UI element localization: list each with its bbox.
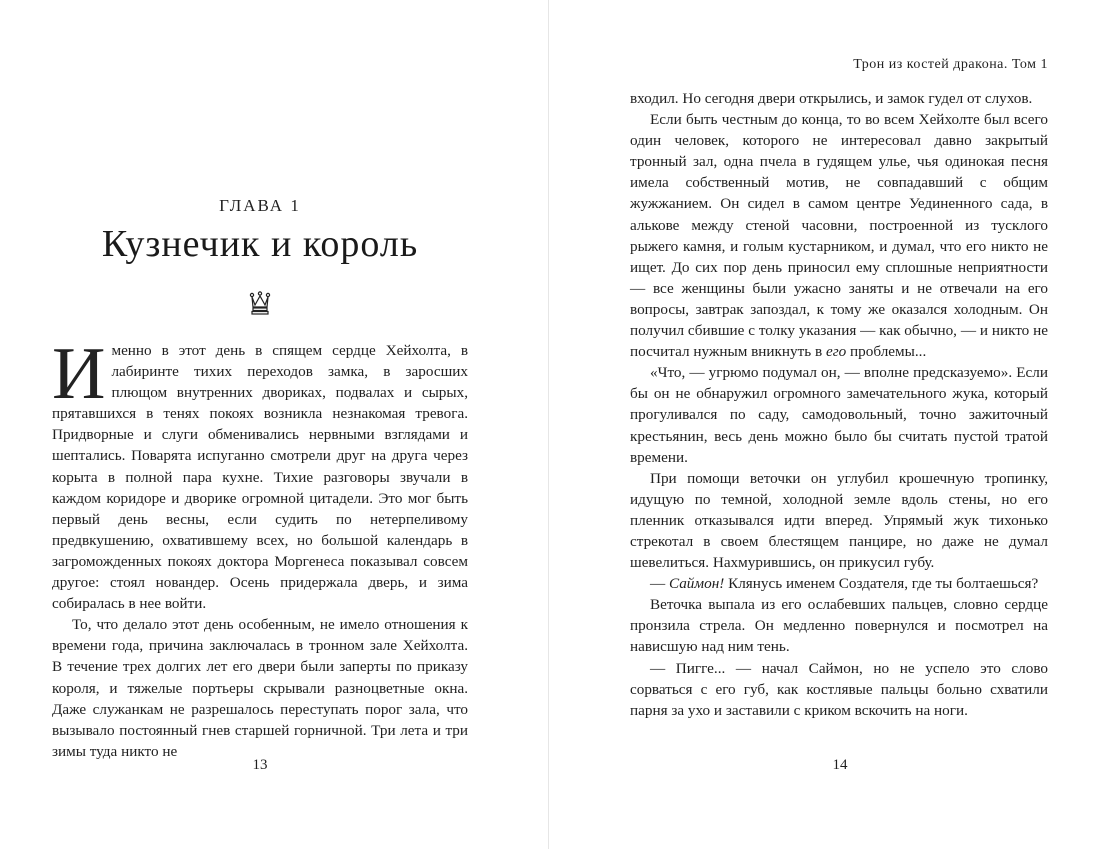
running-head: Трон из костей дракона. Том 1 <box>853 57 1048 72</box>
chapter-title: Кузнечик и король <box>101 223 419 265</box>
paragraph-text: проблемы... <box>846 343 927 361</box>
paragraph: То, что делало этот день особенным, не имело отношения к времени года, причина заключалась в тронном зале Хейхолта. В течение трех долгих лет его двери были заперты по приказу короля, и тяжелые портьеры скрывали разноцветные окна. Даже служанкам не разрешалось переступать порог зала, что вызывало постоянный гнев старшей горничной. Три лета и три зимы туда никто не <box>52 616 468 760</box>
paragraph-text: Если быть честным до конца, то во всем Хейхолте был всего один человек, которого не интересовал давно закрытый тронный зал, одна пчела в гудящем улье, чья одинокая песня имела собственный мотив, не совпадавший с общим жужжанием. Он сидел в самом центре Уединенного сада, в алькове между стеной часовни, построенной из тусклого рыжего камня, и голым кустарником, и думал, что его никто не ищет. До сих пор день приносил ему сплошные неприятности — все женщины были ужасно заняты и не отвечали на его вопросы, завтрак запоздал, к тому же оказался холодным. Он получил сбившие с толку указания — как обычно, — и никто не посчитал нужным вникнуть в <box>630 111 1048 361</box>
opening-paragraph <box>52 333 468 614</box>
paragraph-text: Клянусь именем Создателя, где ты болтаешься? <box>724 575 1039 593</box>
paragraph: При помощи веточки он углубил крошечную тропинку, идущую по темной, холодной земле вдоль стены, но его пленник отказывался идти вперед. Упрямый жук тихонько стрекотал в своем блестящем панцире, но даже не думал шевелиться. Нахмурившись, он прикусил губу. <box>630 469 1048 572</box>
paragraph: входил. Но сегодня двери открылись, и замок гудел от слухов. <box>630 90 1033 107</box>
emphasis-text: Саймон! <box>668 575 725 593</box>
paragraph <box>630 109 1048 362</box>
right-page-body <box>630 88 1048 721</box>
paragraph: «Что, — угрюмо подумал он, — вполне предсказуемо». Если бы он не обнаружил огромного замечательного жука, который прогуливался по саду, самодовольный, точно зажиточный крестьянин, весь день можно было бы считать пустой тратой времени. <box>630 364 1048 466</box>
paragraph: Веточка выпала из его ослабевших пальцев, словно сердце пронзила стрела. Он медленно повернулся и посмотрел на нависшую над ним тень. <box>630 596 1048 656</box>
crown-icon <box>249 291 271 315</box>
emphasis-text: его <box>825 343 847 361</box>
page-number-right: 14 <box>832 757 848 773</box>
dialogue-paragraph: — Пигге... — начал Саймон, но не успело это слово сорваться с его губ, как костлявые пальцы больно схватили парня за ухо и заставили с криком вскочить на ноги. <box>630 659 1048 719</box>
left-page-body <box>52 333 468 762</box>
drop-cap: И <box>52 333 106 415</box>
chapter-label: ГЛАВА 1 <box>219 196 301 215</box>
page-number-left: 13 <box>252 757 268 773</box>
dialogue-dash: — <box>650 575 669 593</box>
dialogue-paragraph <box>630 573 1048 594</box>
opening-paragraph-text: менно в этот день в спящем сердце Хейхолта, в лабиринте тихих переходов замка, в заросших плющом внутренних двориках, подвалах и сырых, прятавшихся в тенях покоях возникла незнакомая тревога. Придворные и слуги обменивались нервными взглядами и шептались. Поварята испуганно смотрели друг на друга через корыта в полной пара кухне. Тихие разговоры звучали в каждом коридоре и дворике огромной цитадели. Это мог быть первый день весны, если судить по нетерпеливому предвкушению, охватившему всех, но большой календарь в загроможденных покоях доктора Моргенеса показывал совсем другое: стоял новандер. Осень придержала дверь, и зима собиралась в нее войти. <box>52 342 468 613</box>
